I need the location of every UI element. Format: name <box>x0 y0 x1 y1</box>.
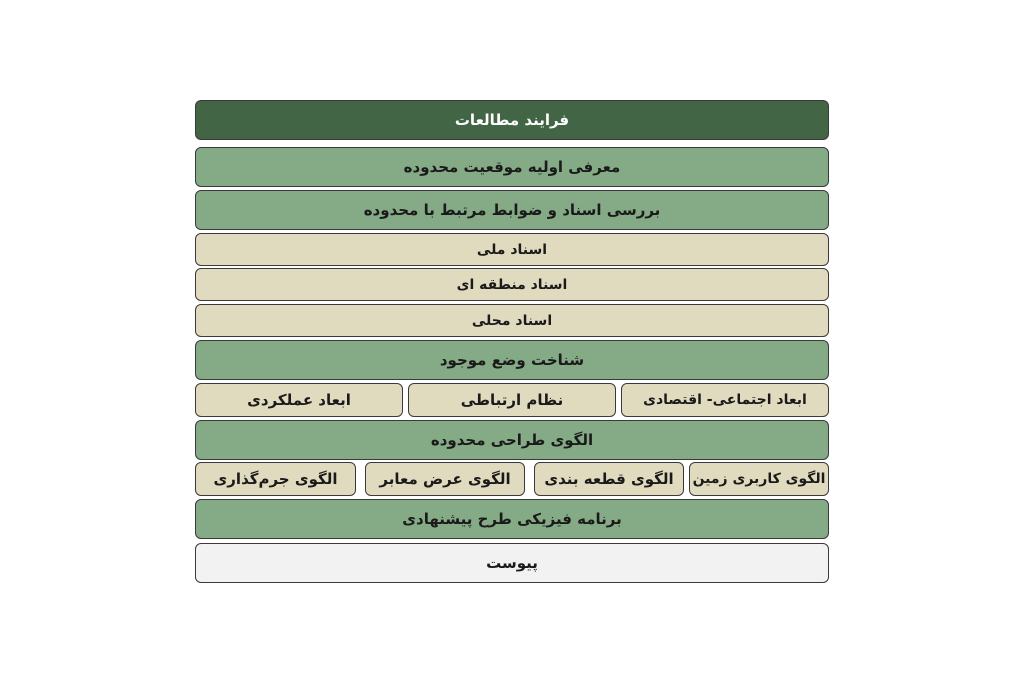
pattern-massing: الگوی جرم‌گذاری <box>195 462 356 496</box>
doc-regional: اسناد منطقه ای <box>195 268 829 301</box>
dimension-connectivity: نظام ارتباطی <box>408 383 616 417</box>
step-design-pattern: الگوی طراحی محدوده <box>195 420 829 460</box>
step-documents-review: بررسی اسناد و ضوابط مرتبط با محدوده <box>195 190 829 230</box>
pattern-street-width: الگوی عرض معابر <box>365 462 525 496</box>
pattern-land-use: الگوی کاربری زمین <box>689 462 829 496</box>
doc-national: اسناد ملی <box>195 233 829 266</box>
step-physical-program: برنامه فیزیکی طرح پیشنهادی <box>195 499 829 539</box>
diagram-title: فرایند مطالعات <box>195 100 829 140</box>
doc-local: اسناد محلی <box>195 304 829 337</box>
pattern-parcel: الگوی قطعه بندی <box>534 462 684 496</box>
dimension-functional: ابعاد عملکردی <box>195 383 403 417</box>
dimension-socio-economic: ابعاد اجتماعی- اقتصادی <box>621 383 829 417</box>
appendix: پیوست <box>195 543 829 583</box>
step-site-introduction: معرفی اولیه موقعیت محدوده <box>195 147 829 187</box>
step-existing-condition: شناخت وضع موجود <box>195 340 829 380</box>
